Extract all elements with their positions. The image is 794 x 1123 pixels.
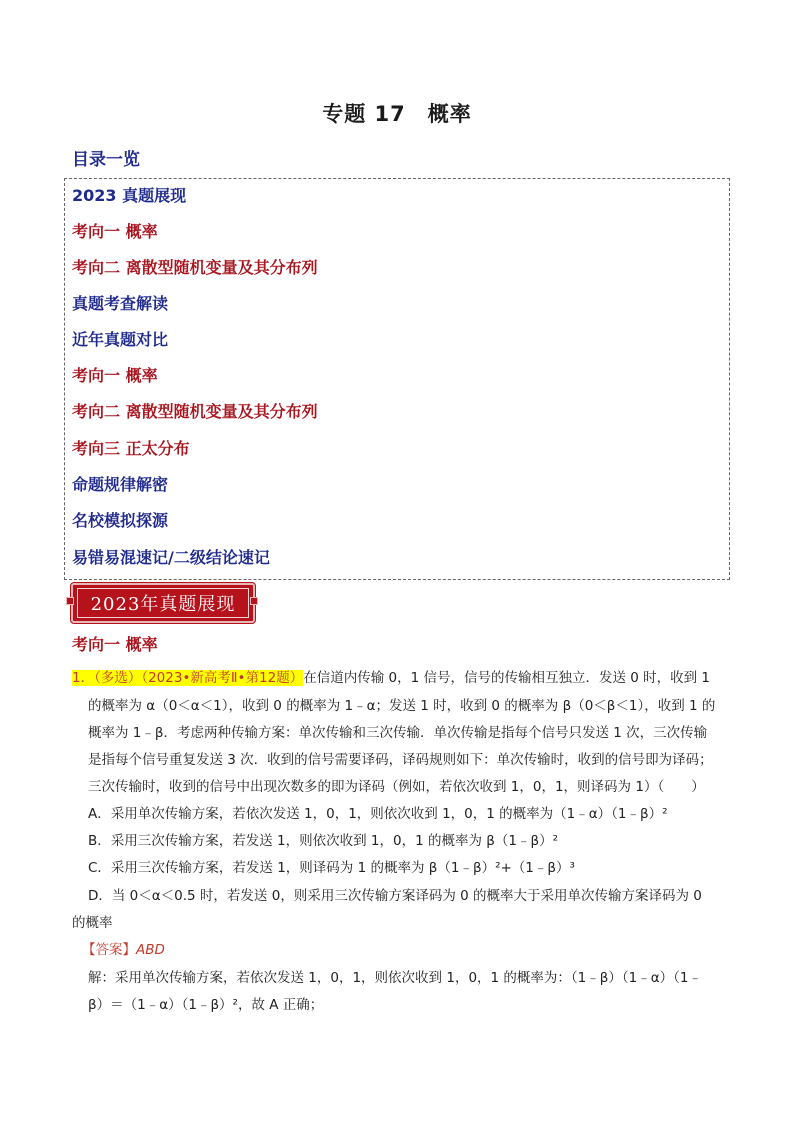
answer-label: 【答案】 [82,942,136,958]
toc-item[interactable]: 真题考查解读 [72,294,169,313]
toc-item[interactable]: 命题规律解密 [72,475,169,494]
answer-line [82,938,165,958]
option-b: B．采用三次传输方案，若发送 1，则依次收到 1，0，1 的概率为 β（1﹣β）² [88,833,559,849]
question-line: 三次传输时，收到的信号中出现次数多的即为译码（例如，若依次收到 1，0，1，则译码为 1）（ ） [88,779,705,795]
question-source: 1．（多选）（2023•新高考Ⅱ•第12题） [72,670,304,686]
question-line: 是指每个信号重复发送 3 次．收到的信号需要译码，译码规则如下：单次传输时，收到的信号即为译码； [88,752,713,768]
toc-item[interactable]: 近年真题对比 [72,330,169,349]
banner-text: 2023年真题展现 [90,594,236,615]
toc-item[interactable]: 考向二 离散型随机变量及其分布列 [72,258,318,277]
solution-line: β）＝（1﹣α）（1﹣β）²，故 A 正确； [88,997,324,1013]
banner-ornament-right [250,597,258,605]
banner-ornament-left [66,597,74,605]
toc-item[interactable]: 考向一 概率 [72,366,158,385]
option-c: C．采用三次传输方案，若发送 1，则译码为 1 的概率为 β（1﹣β）²+（1﹣β）³ [88,860,575,876]
section-banner [71,583,255,623]
toc-item[interactable]: 名校模拟探源 [72,511,169,530]
toc-item[interactable]: 考向一 概率 [72,222,158,241]
toc-item[interactable]: 考向二 离散型随机变量及其分布列 [72,402,318,421]
question-line [72,666,710,686]
toc-item[interactable]: 2023 真题展现 [72,186,187,205]
toc-heading: 目录一览 [72,150,140,170]
question-line: 概率为 1﹣β．考虑两种传输方案：单次传输和三次传输．单次传输是指每个信号只发送 1 次，三次传输 [88,725,708,741]
option-a: A．采用单次传输方案，若依次发送 1，0，1，则依次收到 1，0，1 的概率为（1﹣α）（1﹣β）² [88,806,668,822]
question-line: 的概率为 α（0＜α＜1），收到 0 的概率为 1﹣α；发送 1 时，收到 0 的概率为 β（0＜β＜1），收到 1 的 [88,698,716,714]
toc-item[interactable]: 考向三 正太分布 [72,439,190,458]
option-d-cont: 的概率 [72,915,113,931]
page-title: 专题 17 概率 [322,102,472,126]
toc-item[interactable]: 易错易混速记/二级结论速记 [72,548,270,567]
solution-line: 解：采用单次传输方案，若依次发送 1，0，1，则依次收到 1，0，1 的概率为：（1﹣β）（1﹣α）（1﹣ [88,970,702,986]
section-heading: 考向一 概率 [72,635,158,654]
answer-value: ABD [136,942,165,958]
option-d: D．当 0＜α＜0.5 时，若发送 0，则采用三次传输方案译码为 0 的概率大于采用单次传输方案译码为 0 [88,888,702,904]
question-text: 在信道内传输 0，1 信号，信号的传输相互独立．发送 0 时，收到 1 [303,670,711,686]
